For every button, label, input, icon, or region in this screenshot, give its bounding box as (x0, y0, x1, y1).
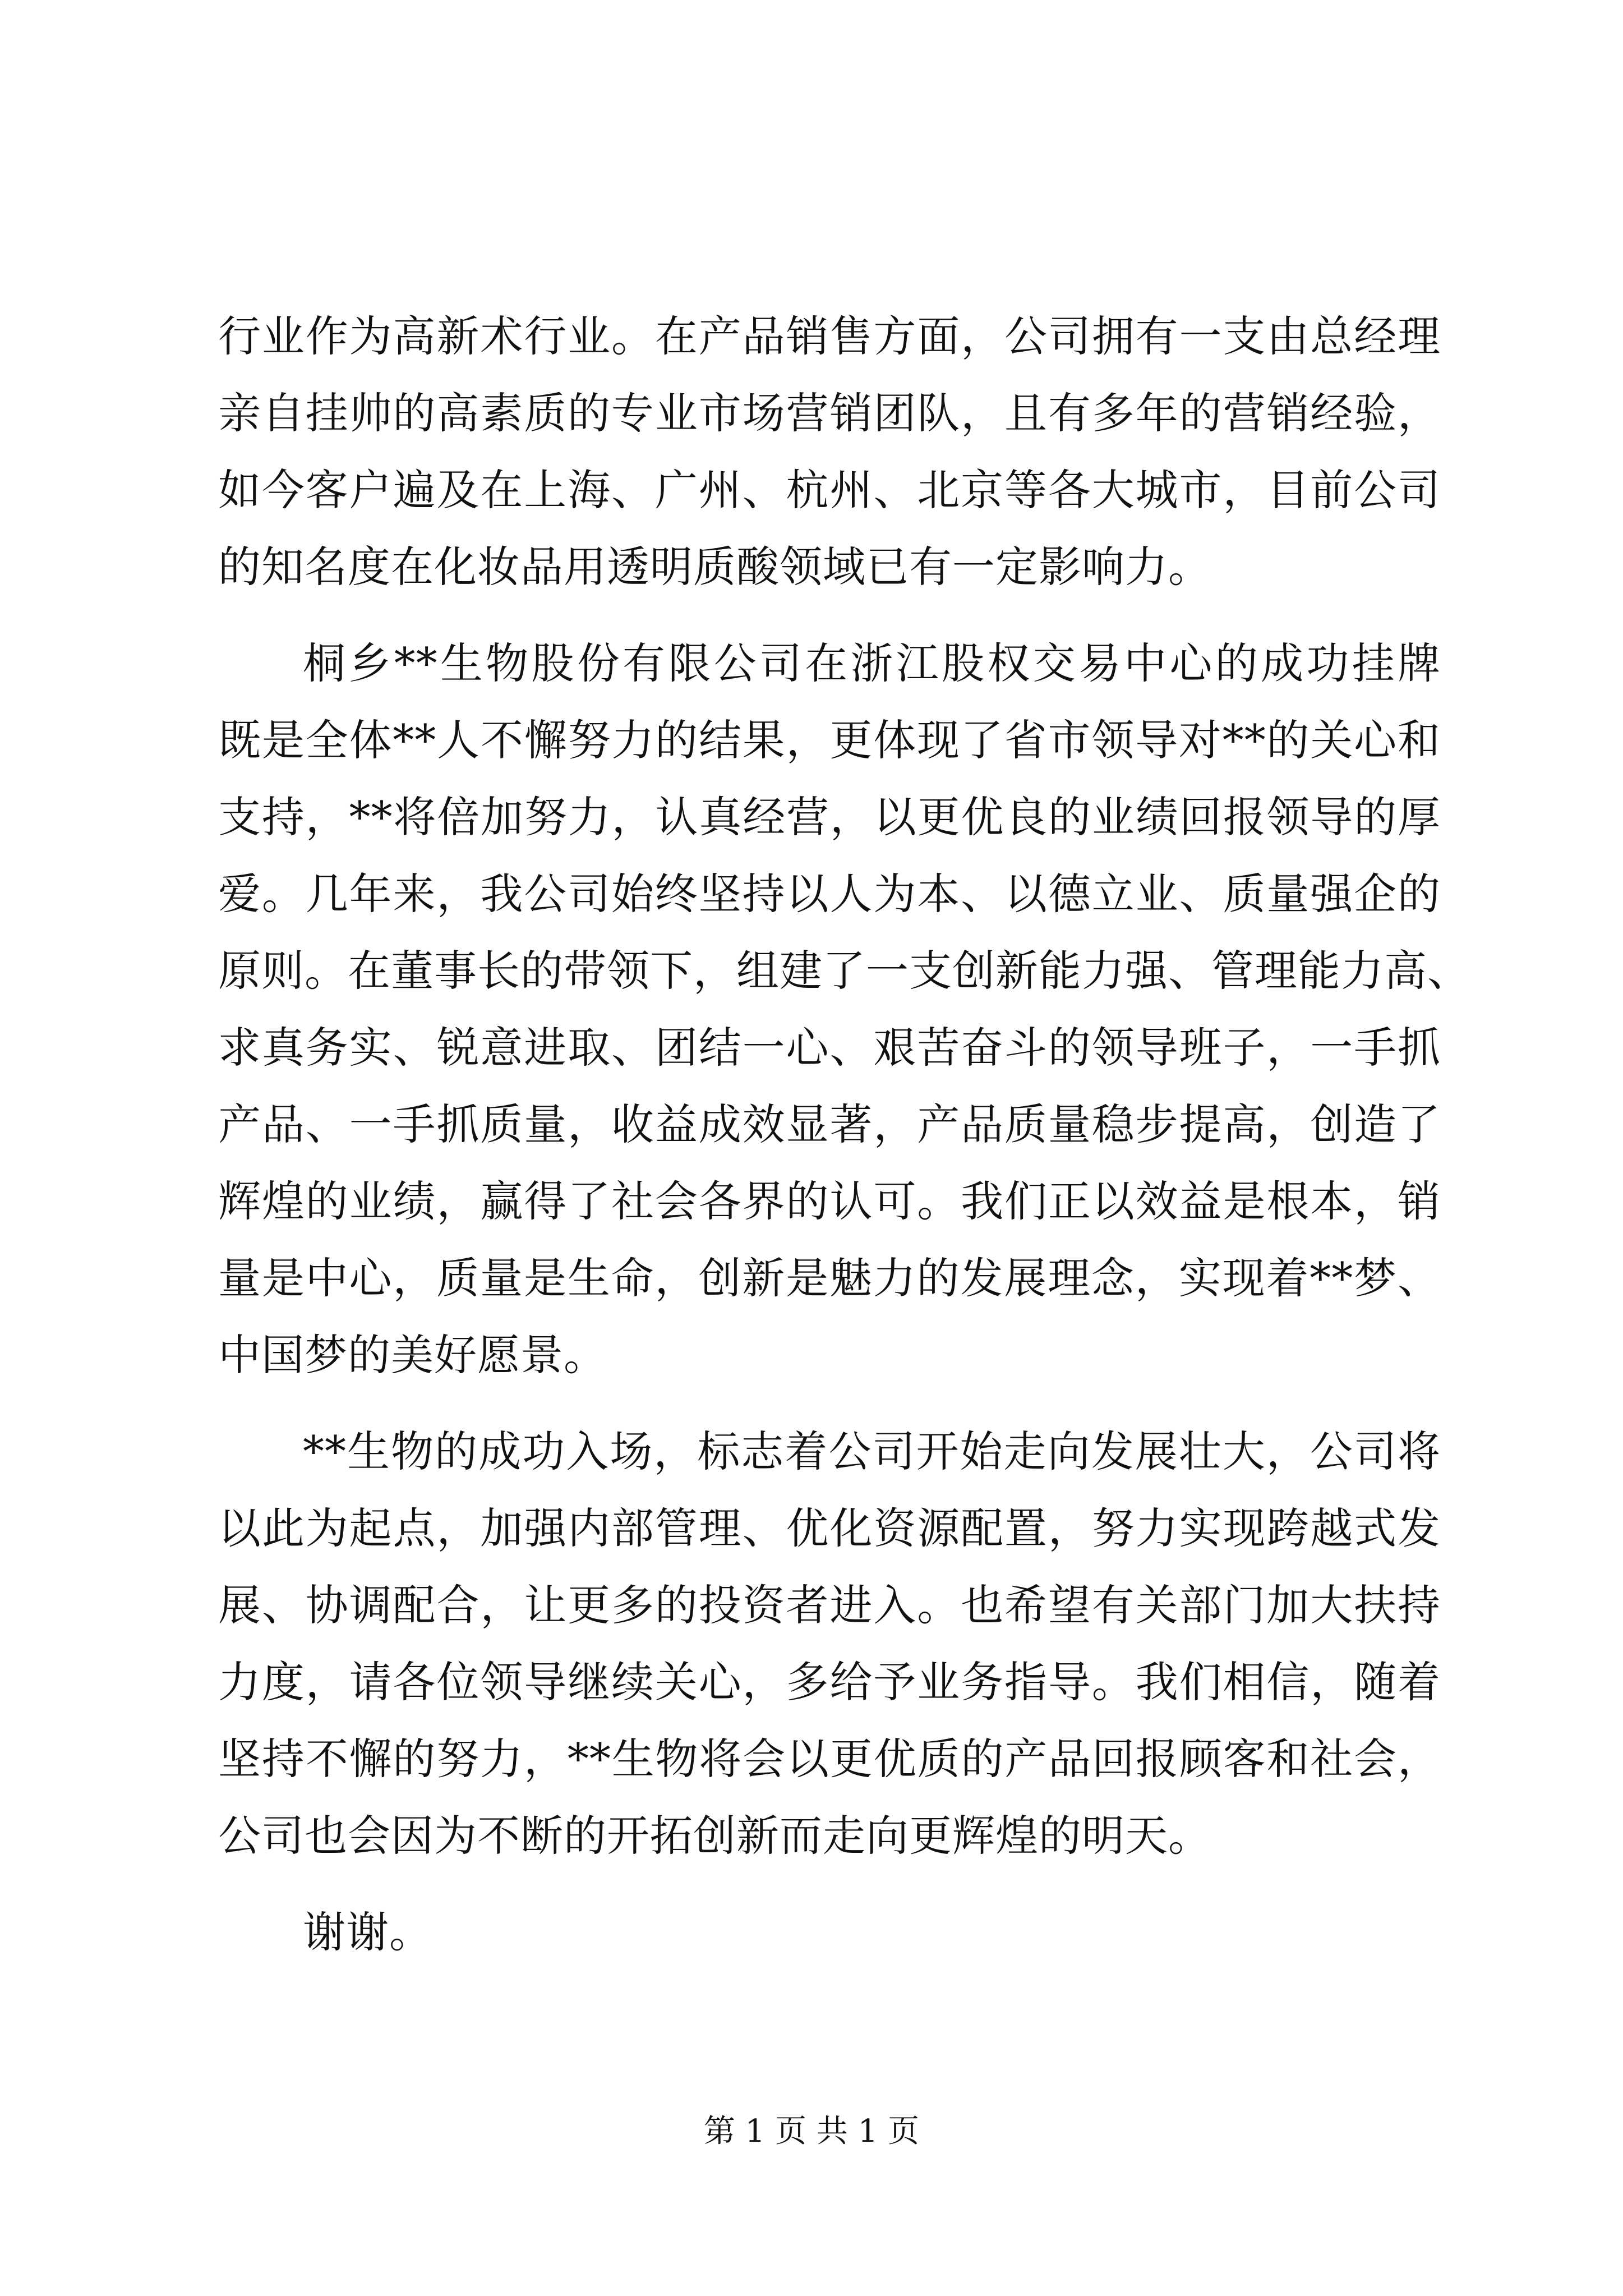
text-line: 桐乡**生物股份有限公司在浙江股权交易中心的成功挂牌 (303, 638, 1441, 688)
text-line: 以此为起点，加强内部管理、优化资源配置，努力实现跨越式发 (218, 1503, 1441, 1553)
text-line: 展、协调配合，让更多的投资者进入。也希望有关部门加大扶持 (218, 1580, 1441, 1630)
text-line: 谢谢。 (303, 1907, 432, 1957)
text-line: 行业作为高新术行业。在产品销售方面，公司拥有一支由总经理 (218, 311, 1441, 361)
text-line: 亲自挂帅的高素质的专业市场营销团队，且有多年的营销经验， (218, 388, 1441, 438)
text-line: 求真务实、锐意进取、团结一心、艰苦奋斗的领导班子，一手抓 (218, 1023, 1441, 1073)
text-line: 公司也会因为不断的开拓创新而走向更辉煌的明天。 (218, 1811, 1211, 1861)
text-line: 如今客户遍及在上海、广州、杭州、北京等各大城市，目前公司 (218, 465, 1441, 515)
page-number-footer: 第 1 页 共 1 页 (703, 2113, 920, 2150)
text-line: 坚持不懈的努力，**生物将会以更优质的产品回报顾客和社会， (218, 1734, 1441, 1784)
text-line: 中国梦的美好愿景。 (218, 1330, 607, 1380)
text-line: 爱。几年来，我公司始终坚持以人为本、以德立业、质量强企的 (218, 869, 1441, 919)
text-line: 量是中心，质量是生命，创新是魅力的发展理念，实现着**梦、 (218, 1253, 1441, 1303)
text-line: 原则。在董事长的带领下，组建了一支创新能力强、管理能力高、 (218, 946, 1470, 996)
text-line: 辉煌的业绩，赢得了社会各界的认可。我们正以效益是根本，销 (218, 1176, 1441, 1226)
text-line: 力度，请各位领导继续关心，多给予业务指导。我们相信，随着 (218, 1657, 1441, 1707)
text-line: **生物的成功入场，标志着公司开始走向发展壮大，公司将 (303, 1427, 1441, 1476)
text-line: 产品、一手抓质量，收益成效显著，产品质量稳步提高，创造了 (218, 1099, 1441, 1149)
text-line: 的知名度在化妆品用透明质酸领域已有一定影响力。 (218, 542, 1211, 592)
text-line: 支持，**将倍加努力，认真经营，以更优良的业绩回报领导的厚 (218, 792, 1441, 842)
text-line: 既是全体**人不懈努力的结果，更体现了省市领导对**的关心和 (218, 715, 1441, 765)
